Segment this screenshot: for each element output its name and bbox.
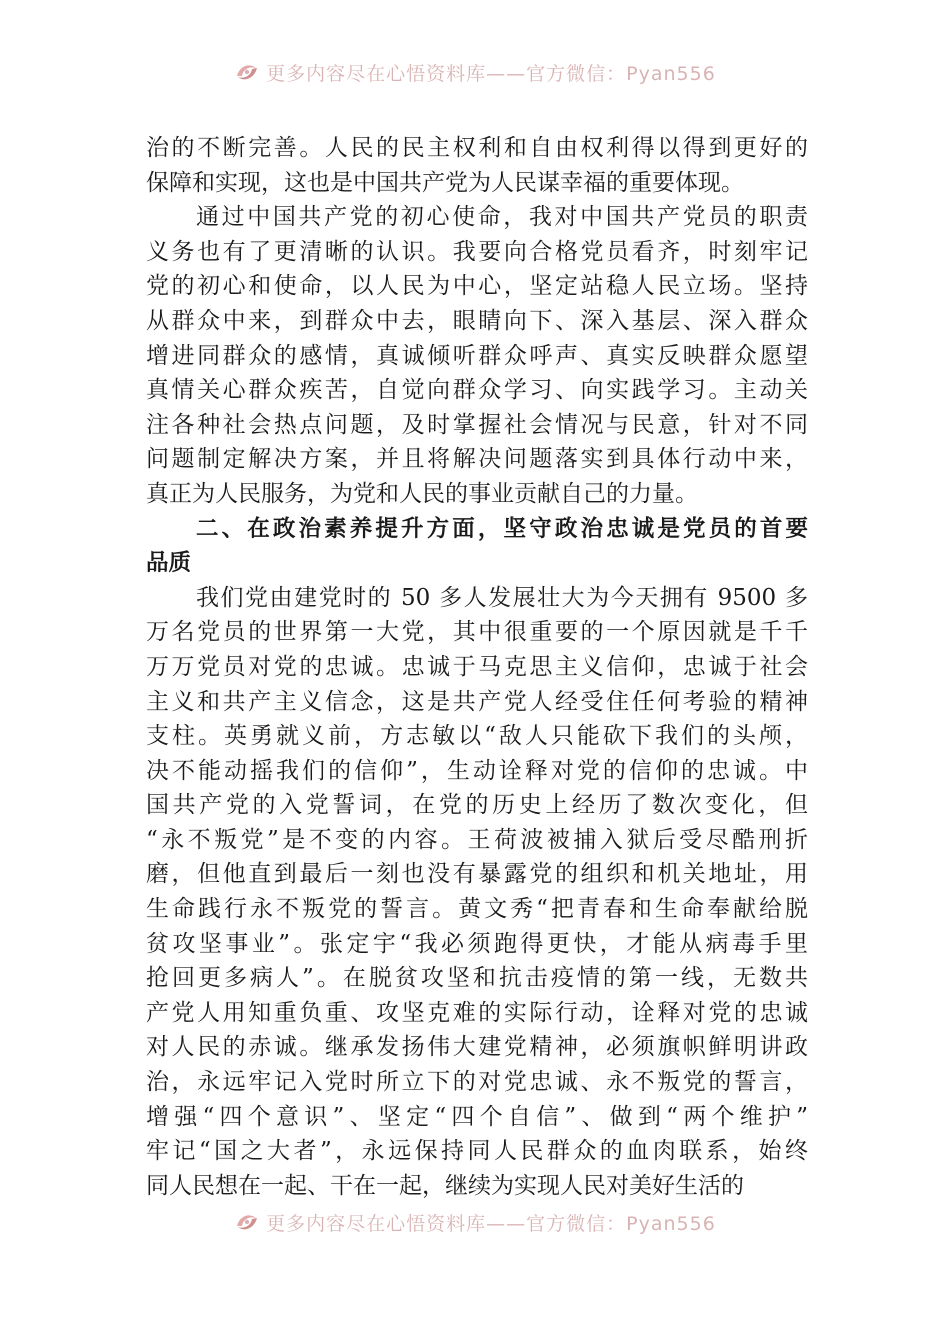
text-line: 生命践行永不叛党的誓言。黄文秀“把青春和生命奉献给脱: [146, 896, 808, 923]
paragraph: [146, 131, 808, 200]
text-line: 治，永远牢记入党时所立下的对党忠诚、永不叛党的誓言，: [146, 1069, 808, 1096]
section-heading: [146, 512, 808, 581]
logo-swirl-icon: [234, 61, 260, 83]
footer-watermark: [0, 1206, 950, 1238]
text-line: 牢记“国之大者”，永远保持同人民群众的血肉联系，始终: [146, 1138, 808, 1165]
text-line: 对人民的赤诚。继承发扬伟大建党精神，必须旗帜鲜明讲政: [146, 1034, 808, 1061]
watermark-text: 更多内容尽在心悟资料库——官方微信：Pyan556: [266, 62, 716, 85]
text-line: 磨，但他直到最后一刻也没有暴露党的组织和机关地址，用: [146, 861, 808, 888]
text-line: 党的初心和使命，以人民为中心，坚定站稳人民立场。坚持: [146, 273, 808, 300]
text-line: 贫攻坚事业”。张定宇“我必须跑得更快，才能从病毒手里: [146, 930, 808, 957]
text-line: 国共产党的入党誓词，在党的历史上经历了数次变化，但: [146, 792, 808, 819]
text-line: “永不叛党”是不变的内容。王荷波被捕入狱后受尽酷刑折: [146, 826, 808, 853]
text-line: 真情关心群众疾苦，自觉向群众学习、向实践学习。主动关: [146, 377, 808, 404]
text-line: 保障和实现，这也是中国共产党为人民谋幸福的重要体现。: [146, 169, 744, 196]
text-line: 从群众中来，到群众中去，眼睛向下、深入基层、深入群众: [146, 307, 808, 334]
text-line: 二、在政治素养提升方面，坚守政治忠诚是党员的首要: [196, 515, 808, 542]
text-line: 义务也有了更清晰的认识。我要向合格党员看齐，时刻牢记: [146, 238, 808, 265]
text-line: 抢回更多病人”。在脱贫攻坚和抗击疫情的第一线，无数共: [146, 965, 808, 992]
text-line: 治的不断完善。人民的民主权利和自由权利得以得到更好的: [146, 135, 808, 161]
text-line: 注各种社会热点问题，及时掌握社会情况与民意，针对不同: [146, 411, 808, 438]
text-line: 增进同群众的感情，真诚倾听群众呼声、真实反映群众愿望: [146, 342, 808, 369]
text-line: 支柱。英勇就义前，方志敏以“敌人只能砍下我们的头颅，: [146, 723, 808, 750]
text-line: 我们党由建党时的 50 多人发展壮大为今天拥有 9500 多: [196, 584, 808, 611]
text-line: 主义和共产主义信念，这是共产党人经受住任何考验的精神: [146, 688, 808, 715]
text-line: 品质: [146, 550, 192, 577]
text-line: 决不能动摇我们的信仰”，生动诠释对党的信仰的忠诚。中: [146, 757, 808, 784]
logo-swirl-icon: [234, 1211, 260, 1233]
text-line: 同人民想在一起、干在一起，继续为实现人民对美好生活的: [146, 1172, 744, 1199]
text-line: 产党人用知重负重、攻坚克难的实际行动，诠释对党的忠诚: [146, 999, 808, 1026]
text-line: 问题制定解决方案，并且将解决问题落实到具体行动中来，: [146, 446, 808, 473]
text-line: 增强“四个意识”、坚定“四个自信”、做到“两个维护”: [146, 1103, 808, 1130]
watermark-text: 更多内容尽在心悟资料库——官方微信：Pyan556: [266, 1212, 716, 1235]
text-line: 真正为人民服务，为党和人民的事业贡献自己的力量。: [146, 480, 698, 507]
text-line: 万名党员的世界第一大党，其中很重要的一个原因就是千千: [146, 619, 808, 646]
paragraph: [146, 200, 808, 511]
text-line: 通过中国共产党的初心使命，我对中国共产党员的职责: [196, 204, 808, 231]
paragraph: [146, 581, 808, 1204]
document-body: [146, 131, 808, 1203]
header-watermark: [0, 56, 950, 88]
text-line: 万万党员对党的忠诚。忠诚于马克思主义信仰，忠诚于社会: [146, 653, 808, 680]
